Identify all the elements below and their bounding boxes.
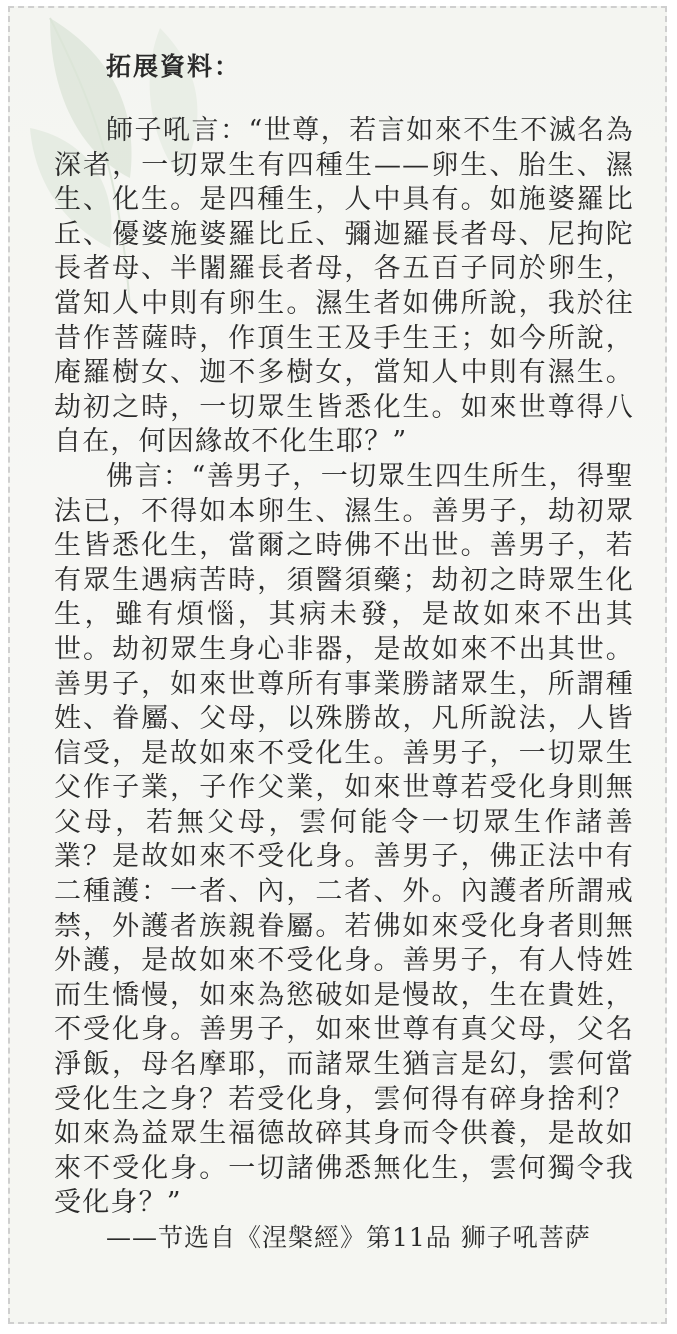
section-heading: 拓展資料：: [106, 52, 242, 81]
document-body: [54, 44, 634, 1256]
document-frame: [8, 6, 667, 1324]
source-citation: ——节选自《涅槃經》第11品 狮子吼菩萨: [106, 1223, 591, 1252]
paragraph-lion-roar: 師子吼言：“世尊，若言如來不生不滅名為深者，一切眾生有四種生——卵生、胎生、濕生、化生。是四種生，人中具有。如施婆羅比丘、優婆施婆羅比丘、彌迦羅長者母、尼拘陀長者母、半闍羅長者母，各五百子同於卵生，當知人中則有卵生。濕生者如佛所說，我於往昔作菩薩時，作頂生王及手生王；如今所說，庵羅樹女、迦不多樹女，當知人中則有濕生。劫初之時，一切眾生皆悉化生。如來世尊得八自在，何因緣故不化生耶？”: [54, 115, 634, 458]
paragraph-buddha-reply: 佛言：“善男子，一切眾生四生所生，得聖法已，不得如本卵生、濕生。善男子，劫初眾生皆悉化生，當爾之時佛不出世。善男子，若有眾生遇病苦時，須醫須藥；劫初之時眾生化生，雖有煩惱，其病未發，是故如來不出其世。劫初眾生身心非器，是故如來不出其世。善男子，如來世尊所有事業勝諸眾生，所謂種姓、眷屬、父母，以殊勝故，凡所說法，人皆信受，是故如來不受化生。善男子，一切眾生父作子業，子作父業，如來世尊若受化身則無父母，若無父母，雲何能令一切眾生作諸善業？是故如來不受化身。善男子，佛正法中有二種護：一者、內，二者、外。內護者所謂戒禁，外護者族親眷屬。若佛如來受化身者則無外護，是故如來不受化身。善男子，有人恃姓而生憍慢，如來為慾破如是慢故，生在貴姓，不受化身。善男子，如來世尊有真父母，父名淨飯，母名摩耶，而諸眾生猶言是幻，雲何當受化生之身？若受化身，雲何得有碎身捨利？如來為益眾生福德故碎其身而令供養，是故如來不受化身。一切諸佛悉無化生，雲何獨令我受化身？”: [54, 460, 634, 1219]
